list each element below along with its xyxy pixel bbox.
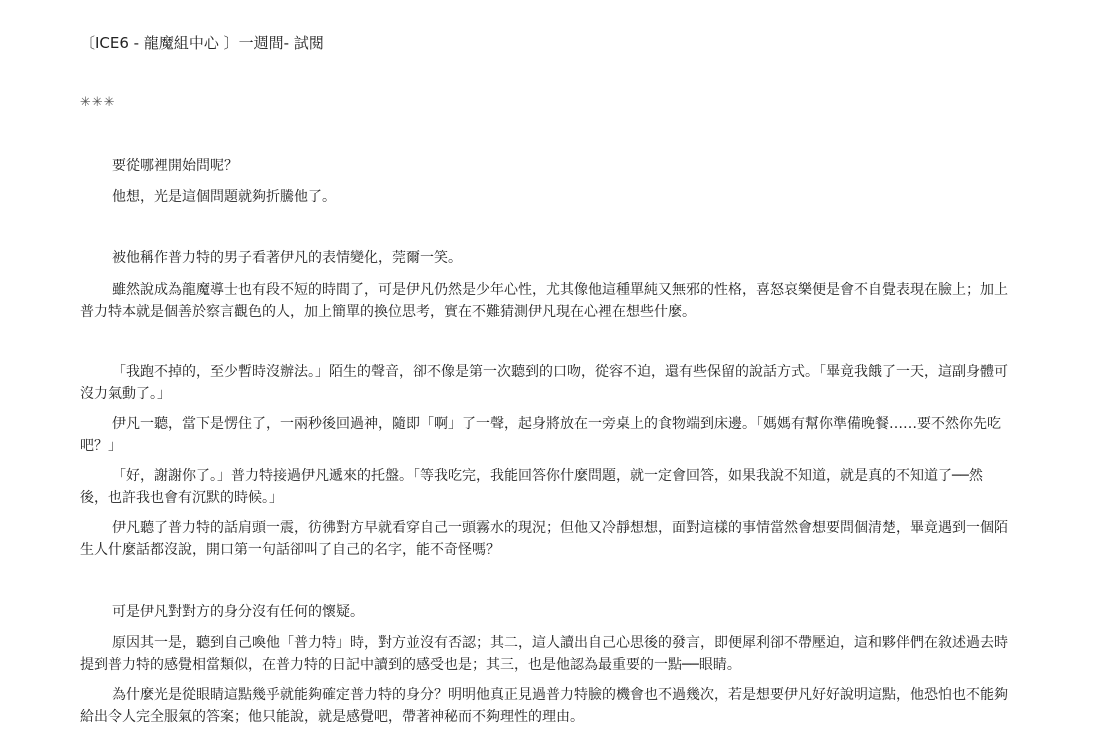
paragraph: 要從哪裡開始問呢？ — [112, 158, 238, 174]
paragraph: 被他稱作普力特的男子看著伊凡的表情變化，莞爾一笑。 — [112, 250, 462, 266]
paragraph: 他想，光是這個問題就夠折騰他了。 — [112, 189, 336, 205]
paragraph: 「我跑不掉的，至少暫時沒辦法。」陌生的聲音，卻不像是第一次聽到的口吻，從容不迫，還有些保留的說話方式。「畢竟我餓了一天，這副身體可沒力氣動了。」 — [80, 364, 1008, 402]
section-separator: ✳✳✳ — [80, 95, 116, 110]
paragraph: 伊凡聽了普力特的話肩頭一震，彷彿對方早就看穿自己一頭霧水的現況；但他又冷靜想想，面對這樣的事情當然會想要問個清楚，畢竟遇到一個陌生人什麼話都沒說，開口第一句話卻叫了自己的名字，能不奇怪嗎？ — [80, 520, 1008, 558]
paragraph: 「好，謝謝你了。」普力特接過伊凡遞來的托盤。「等我吃完，我能回答你什麼問題，就一定會回答，如果我說不知道，就是真的不知道了──然後，也許我也會有沉默的時候。」 — [80, 468, 983, 506]
paragraph: 原因其一是，聽到自己喚他「普力特」時，對方並沒有否認；其二，這人讀出自己心思後的發言，即便犀利卻不帶壓迫，這和夥伴們在敘述過去時提到普力特的感覺相當類似，在普力特的日記中讀到的感受也是；其三，也是他認為最重要的一點──眼睛。 — [80, 635, 1008, 673]
paragraph: 伊凡一聽，當下是愣住了，一兩秒後回過神，隨即「啊」了一聲，起身將放在一旁桌上的食物端到床邊。「媽媽有幫你準備晚餐……要不然你先吃吧？」 — [80, 416, 1001, 454]
paragraph: 雖然說成為龍魔導士也有段不短的時間了，可是伊凡仍然是少年心性，尤其像他這種單純又無邪的性格，喜怒哀樂便是會不自覺表現在臉上；加上普力特本就是個善於察言觀色的人，加上簡單的換位思考，實在不難猜測伊凡現在心裡在想些什麼。 — [80, 282, 1008, 320]
page-title: 〔ICE6 - 龍魔組中心 〕一週間- 試閱 — [80, 34, 324, 52]
paragraph: 為什麼光是從眼睛這點幾乎就能夠確定普力特的身分？明明他真正見過普力特臉的機會也不過幾次，若是想要伊凡好好說明這點，他恐怕也不能夠給出令人完全服氣的答案；他只能說，就是感覺吧，帶著神秘而不夠理性的理由。 — [80, 687, 1008, 725]
paragraph: 可是伊凡對對方的身分沒有任何的懷疑。 — [112, 604, 364, 620]
